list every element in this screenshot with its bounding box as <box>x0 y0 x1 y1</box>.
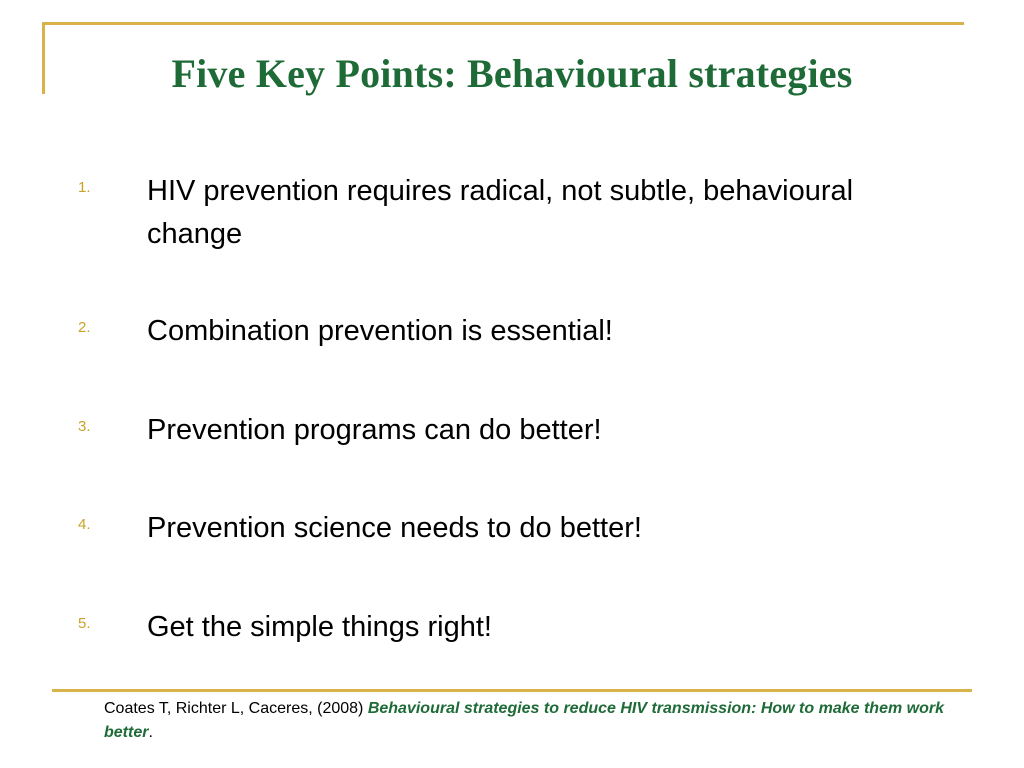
citation <box>104 697 944 745</box>
list-item-number: 2. <box>78 319 91 336</box>
citation-authors: Coates T, Richter L, Caceres, (2008) <box>104 700 368 717</box>
list-item-text: Combination prevention is essential! <box>147 315 613 347</box>
list-item-text: Prevention programs can do better! <box>147 414 602 446</box>
list-item-text: Get the simple things right! <box>147 611 492 643</box>
list-item-number: 5. <box>78 615 91 632</box>
list-item-text: Prevention science needs to do better! <box>147 512 642 544</box>
list-item-number: 4. <box>78 516 91 533</box>
list-item-text: HIV prevention requires radical, not subtle, behavioural change <box>147 175 854 250</box>
footer-divider <box>52 689 972 692</box>
citation-work-title: Behavioural strategies to reduce HIV transmission: How to make them work better <box>104 700 944 741</box>
citation-period: . <box>148 724 153 741</box>
list-item-number: 3. <box>78 418 91 435</box>
list-item-number: 1. <box>78 179 91 196</box>
slide-title: Five Key Points: Behavioural strategies <box>171 51 853 96</box>
